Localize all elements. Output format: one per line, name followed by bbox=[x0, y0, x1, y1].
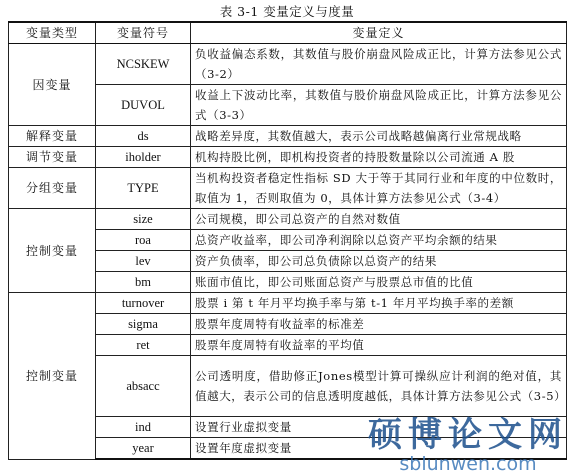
variable-symbol-cell: lev bbox=[96, 251, 191, 272]
variable-definition-cell: 股票年度周特有收益率的标准差 bbox=[191, 314, 567, 335]
variable-type-cell: 解释变量 bbox=[9, 126, 96, 147]
variable-type-cell: 控制变量 bbox=[9, 209, 96, 293]
header-variable-type: 变量类型 bbox=[9, 22, 96, 44]
variable-definition-cell: 公司规模，即公司总资产的自然对数值 bbox=[191, 209, 567, 230]
variable-definition-cell: 设置行业虚拟变量 bbox=[191, 417, 567, 438]
variable-symbol-cell: roa bbox=[96, 230, 191, 251]
table-caption: 表 3-1 变量定义与度量 bbox=[219, 4, 355, 19]
variable-definition-cell: 总资产收益率，即公司净利润除以总资产平均余额的结果 bbox=[191, 230, 567, 251]
variable-symbol-cell: TYPE bbox=[96, 168, 191, 209]
variable-definition-cell: 设置年度虚拟变量 bbox=[191, 438, 567, 460]
variable-symbol-cell: ret bbox=[96, 335, 191, 356]
variable-type-cell: 控制变量 bbox=[9, 293, 96, 460]
variable-definition-cell: 资产负债率，即公司总负债除以总资产的结果 bbox=[191, 251, 567, 272]
variable-symbol-cell: iholder bbox=[96, 147, 191, 168]
variable-definition-cell: 公司透明度，借助修正Jones模型计算可操纵应计利润的绝对值，其值越大，表示公司的信息透明度越低，具体计算方法参见公式（3-5） bbox=[191, 356, 567, 417]
variable-type-cell: 因变量 bbox=[9, 44, 96, 126]
variable-definition-cell: 收益上下波动比率，其数值与股价崩盘风险成正比，计算方法参见公式（3-3） bbox=[191, 85, 567, 126]
table-row bbox=[9, 209, 567, 230]
header-variable-definition: 变量定义 bbox=[191, 22, 567, 44]
variable-type-cell: 调节变量 bbox=[9, 147, 96, 168]
variable-symbol-cell: turnover bbox=[96, 293, 191, 314]
variable-symbol-cell: sigma bbox=[96, 314, 191, 335]
variable-definition-cell: 机构持股比例，即机构投资者的持股数量除以公司流通 A 股 bbox=[191, 147, 567, 168]
variable-symbol-cell: NCSKEW bbox=[96, 44, 191, 85]
table-row bbox=[9, 168, 567, 209]
variable-definition-cell: 当机构投资者稳定性指标 SD 大于等于其同行业和年度的中位数时，取值为 1，否则取值为 0，具体计算方法参见公式（3-4） bbox=[191, 168, 567, 209]
variable-symbol-cell: ds bbox=[96, 126, 191, 147]
table-row bbox=[9, 147, 567, 168]
variable-definition-cell: 战略差异度，其数值越大，表示公司战略越偏离行业常规战略 bbox=[191, 126, 567, 147]
variable-symbol-cell: size bbox=[96, 209, 191, 230]
variable-definition-cell: 股票年度周特有收益率的平均值 bbox=[191, 335, 567, 356]
table-row bbox=[9, 126, 567, 147]
table-row bbox=[9, 44, 567, 85]
variable-symbol-cell: bm bbox=[96, 272, 191, 293]
table-header-row bbox=[9, 22, 567, 44]
variable-definition-cell: 负收益偏态系数，其数值与股价崩盘风险成正比，计算方法参见公式（3-2） bbox=[191, 44, 567, 85]
variable-definition-cell: 账面市值比，即公司账面总资产与股票总市值的比值 bbox=[191, 272, 567, 293]
watermark-chinese-text: 硕博论文网 bbox=[368, 415, 568, 455]
header-variable-symbol: 变量符号 bbox=[96, 22, 191, 44]
variable-definition-cell: 股票 i 第 t 年月平均换手率与第 t-1 年月平均换手率的差额 bbox=[191, 293, 567, 314]
variable-type-cell: 分组变量 bbox=[9, 168, 96, 209]
variable-symbol-cell: ind bbox=[96, 417, 191, 438]
table-row bbox=[9, 293, 567, 314]
watermark-url-text: sblunwen.com bbox=[399, 453, 537, 475]
variable-symbol-cell: year bbox=[96, 438, 191, 460]
variable-definition-table bbox=[8, 21, 567, 460]
variable-symbol-cell: DUVOL bbox=[96, 85, 191, 126]
variable-symbol-cell: absacc bbox=[96, 356, 191, 417]
